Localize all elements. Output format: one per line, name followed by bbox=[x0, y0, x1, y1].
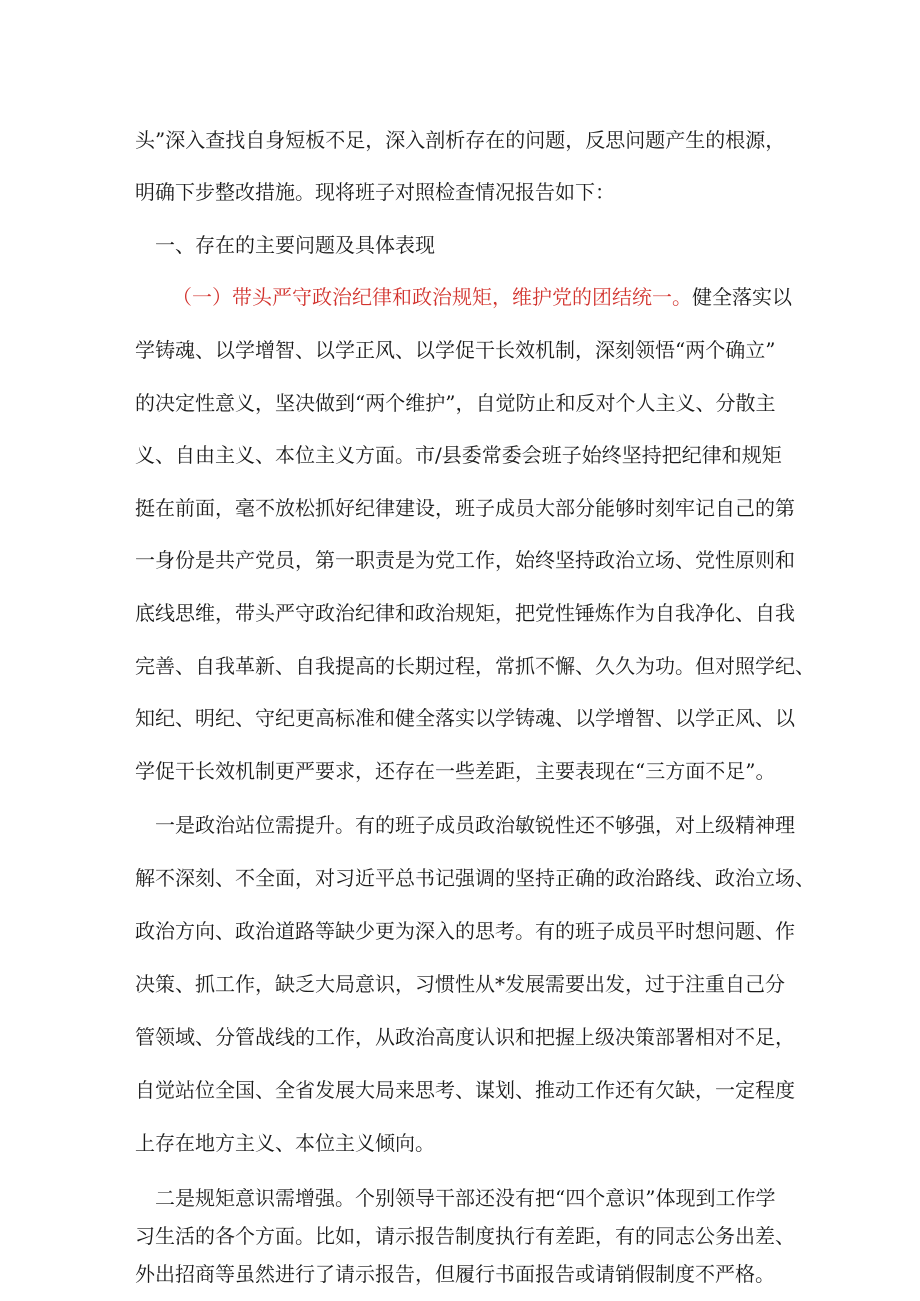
subsection-heading: （一）带头严守政治纪律和政治规矩，维护党的团结统一。 bbox=[172, 285, 692, 309]
subsection-line: 挺在前面，毫不放松抓好纪律建设，班子成员大部分能够时刻牢记自己的第 bbox=[135, 496, 795, 520]
subsection-line: 学铸魂、以学增智、以学正风、以学促干长效机制，深刻领悟“两个确立” bbox=[135, 338, 776, 362]
subsection-first-line bbox=[172, 283, 792, 311]
subsection-line: 知纪、明纪、守纪更高标准和健全落实以学铸魂、以学增智、以学正风、以 bbox=[135, 706, 795, 730]
intro-line: 明确下步整改措施。现将班子对照检查情况报告如下： bbox=[135, 180, 615, 204]
subsection-line: 完善、自我革新、自我提高的长期过程，常抓不懈、久久为功。但对照学纪、 bbox=[135, 654, 815, 678]
subsection-line: 的决定性意义，坚决做到“两个维护”，自觉防止和反对个人主义、分散主 bbox=[135, 391, 776, 415]
point-two-line: 二是规矩意识需增强。个别领导干部还没有把“四个意识”体现到工作学 bbox=[155, 1186, 776, 1210]
subsection-line: 一身份是共产党员，第一职责是为党工作，始终坚持政治立场、党性原则和 bbox=[135, 548, 795, 572]
section-heading: 一、存在的主要问题及具体表现 bbox=[155, 233, 435, 257]
point-one-line: 政治方向、政治道路等缺少更为深入的思考。有的班子成员平时想问题、作 bbox=[135, 919, 795, 943]
point-two-line: 习生活的各个方面。比如，请示报告制度执行有差距，有的同志公务出差、 bbox=[135, 1224, 795, 1248]
point-one-line: 一是政治站位需提升。有的班子成员政治敏锐性还不够强，对上级精神理 bbox=[155, 813, 795, 837]
subsection-line: 义、自由主义、本位主义方面。市/县委常委会班子始终坚持把纪律和规矩 bbox=[135, 443, 782, 467]
subsection-line: 底线思维，带头严守政治纪律和政治规矩，把党性锤炼作为自我净化、自我 bbox=[135, 601, 795, 625]
point-one-line: 解不深刻、不全面，对习近平总书记强调的坚持正确的政治路线、政治立场、 bbox=[135, 866, 815, 890]
point-two-line: 外出招商等虽然进行了请示报告，但履行书面报告或请销假制度不严格。 bbox=[135, 1262, 775, 1286]
point-one-line: 上存在地方主义、本位主义倾向。 bbox=[135, 1131, 435, 1155]
intro-line: 头”深入查找自身短板不足，深入剖析存在的问题，反思问题产生的根源， bbox=[135, 128, 786, 152]
point-one-line: 管领域、分管战线的工作，从政治高度认识和把握上级决策部署相对不足， bbox=[135, 1025, 795, 1049]
subsection-text: 健全落实以 bbox=[692, 285, 792, 309]
point-one-line: 决策、抓工作，缺乏大局意识，习惯性从*发展需要出发，过于注重自己分 bbox=[135, 972, 785, 996]
point-one-line: 自觉站位全国、全省发展大局来思考、谋划、推动工作还有欠缺，一定程度 bbox=[135, 1078, 795, 1102]
subsection-line: 学促干长效机制更严要求，还存在一些差距，主要表现在“三方面不足”。 bbox=[135, 759, 776, 783]
